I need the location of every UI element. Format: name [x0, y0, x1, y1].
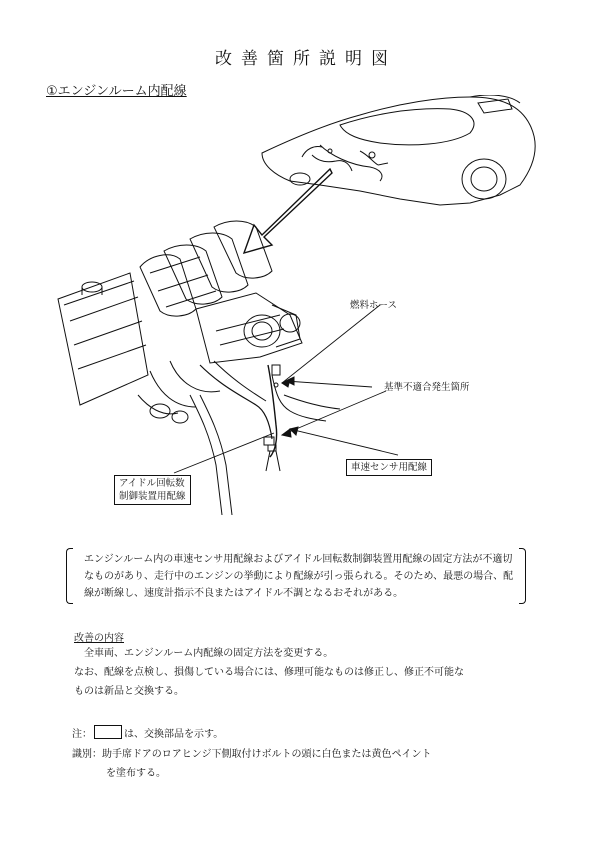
ident-line-2: を塗布する。 [106, 768, 166, 779]
ident-line-1: 識別：助手席ドアのロアヒンジ下側取付けボルトの頭に白色または黄色ペイント [72, 749, 432, 760]
identification-note [72, 745, 431, 783]
page-title: 改善箇所説明図 [215, 49, 397, 69]
engine-room-illustration [0, 95, 612, 515]
improvement-heading: 改善の内容 [74, 633, 124, 644]
improvement-line-3: ものは新品と交換する。 [74, 686, 184, 697]
leader-lines [174, 305, 398, 473]
improvement-body [74, 644, 524, 701]
defect-description: エンジンルーム内の車速センサ用配線およびアイドル回転数制御装置用配線の固定方法が不適切なものがあり、走行中のエンジンの挙動により配線が引っ張られる。そのため、最悪の場合、配線が断線し、速度計指示不良またはアイドル不調となるおそれがある。 [84, 554, 514, 599]
callout-fuel-hose: 燃料ホース [350, 300, 398, 311]
illustration-svg [0, 95, 612, 515]
bracket-right [519, 548, 526, 604]
note-suffix: は、交換部品を示す。 [124, 729, 224, 740]
defect-description-box [66, 548, 526, 604]
improvement-line-1: 全車両、エンジンルーム内配線の固定方法を変更する。 [84, 648, 334, 659]
replacement-note [72, 725, 223, 744]
section-heading: ①エンジンルーム内配線 [46, 84, 187, 99]
note-prefix: 注： [72, 729, 92, 740]
callout-idle-control-wiring [114, 475, 191, 505]
improvement-line-2: なお、配線を点検し、損傷している場合には、修理可能なものは修正し、修正不可能な [74, 667, 464, 678]
callout-idle-control-line2: 制御装置用配線 [119, 491, 186, 502]
callout-speed-sensor-wiring: 車速センサ用配線 [346, 459, 432, 476]
car-outline [262, 95, 535, 205]
replacement-part-swatch [94, 725, 122, 739]
callout-idle-control-line1: アイドル回転数 [119, 478, 185, 489]
engine-detail [58, 221, 340, 515]
bracket-left [66, 548, 73, 604]
pointer-arrow [244, 169, 332, 253]
callout-defect-location: 基準不適合発生箇所 [384, 382, 470, 393]
arrow-defect-2 [282, 429, 291, 437]
